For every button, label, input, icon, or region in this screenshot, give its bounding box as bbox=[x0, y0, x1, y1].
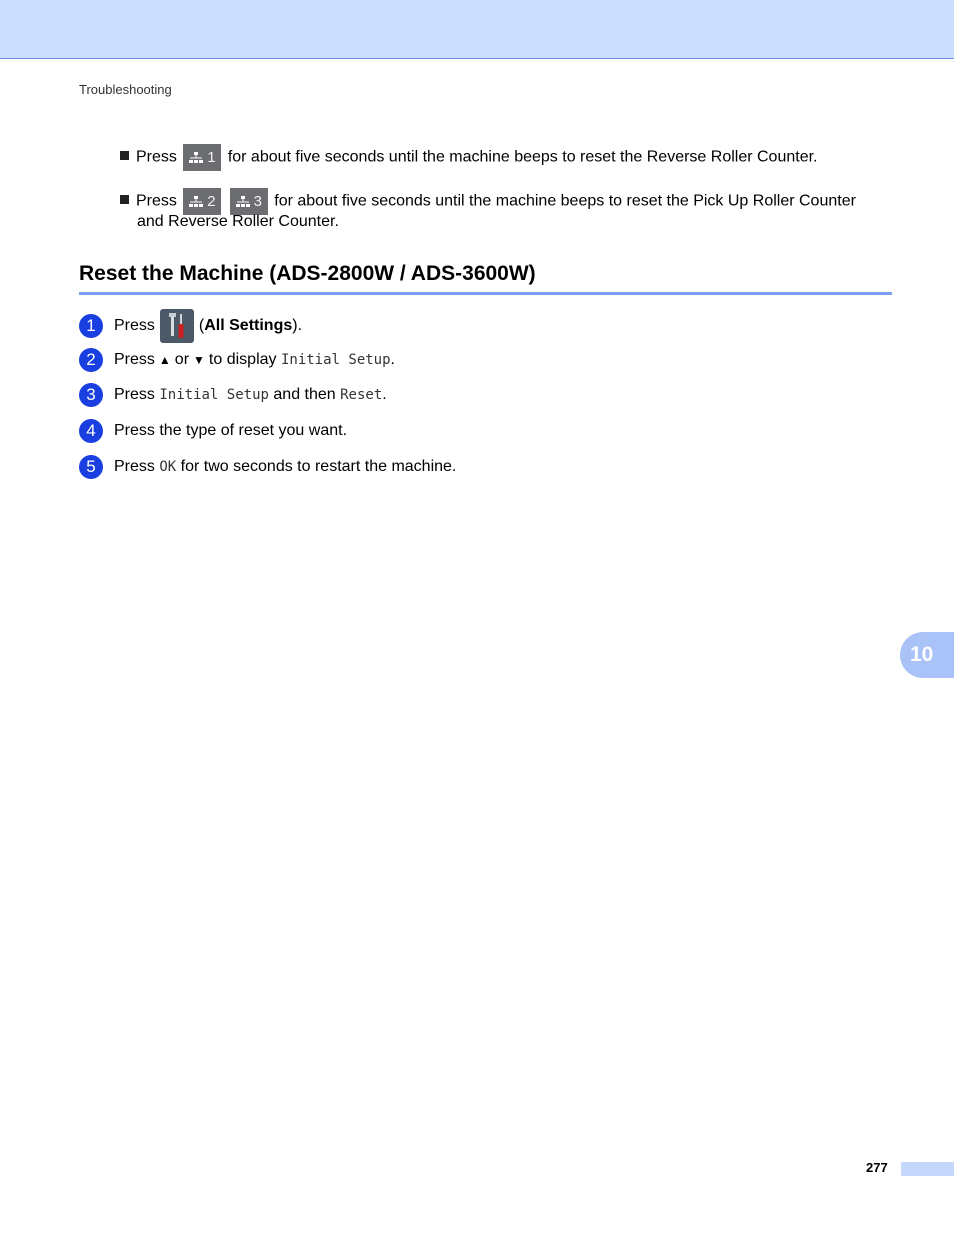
step-number: 1 bbox=[79, 314, 103, 338]
header-band bbox=[0, 0, 954, 59]
press-label: Press bbox=[136, 192, 177, 210]
bullet-square-icon bbox=[120, 195, 129, 204]
ok-key-label: OK bbox=[159, 459, 177, 475]
step-5: 5 Press OK for two seconds to restart the machine. bbox=[79, 454, 456, 480]
bullet-text: for about five seconds until the machine beeps to reset the Pick Up Roller Counter bbox=[274, 192, 856, 210]
menu-option-initial-setup: Initial Setup bbox=[280, 352, 391, 368]
down-arrow-icon: ▼ bbox=[193, 353, 205, 367]
step-1: 1 Press ( All Settings ). bbox=[79, 311, 302, 341]
page-number-bar bbox=[901, 1162, 954, 1176]
network-icon bbox=[189, 196, 203, 208]
step-number: 3 bbox=[79, 383, 103, 407]
step-number: 5 bbox=[79, 455, 103, 479]
bullet-item bbox=[120, 188, 856, 215]
network-2-button[interactable]: 2 bbox=[183, 188, 221, 215]
press-label: Press bbox=[136, 148, 177, 166]
section-title: Reset the Machine (ADS-2800W / ADS-3600W) bbox=[79, 262, 536, 285]
bullet-text: for about five seconds until the machine beeps to reset the Reverse Roller Counter. bbox=[227, 148, 818, 166]
step-3: 3 Press Initial Setup and then Reset . bbox=[79, 382, 387, 408]
step-2: 2 Press ▲ or ▼ to display Initial Setup . bbox=[79, 347, 395, 373]
section-rule bbox=[79, 292, 892, 295]
wrench-screwdriver-icon bbox=[165, 312, 189, 340]
page-number: 277 bbox=[866, 1160, 888, 1175]
menu-option-reset: Reset bbox=[340, 387, 383, 403]
all-settings-label: All Settings bbox=[204, 317, 293, 334]
up-arrow-icon: ▲ bbox=[158, 353, 171, 367]
step-number: 4 bbox=[79, 419, 103, 443]
network-icon bbox=[236, 196, 250, 208]
network-icon bbox=[189, 152, 203, 164]
network-1-button[interactable]: 1 bbox=[183, 144, 221, 171]
chapter-tab: 10 bbox=[900, 632, 954, 678]
bullet-square-icon bbox=[120, 151, 129, 160]
menu-option-initial-setup: Initial Setup bbox=[159, 387, 269, 403]
step-number: 2 bbox=[79, 348, 103, 372]
bullet-item bbox=[120, 144, 817, 171]
bullet-text-continued: and Reverse Roller Counter. bbox=[137, 213, 339, 230]
network-3-button[interactable]: 3 bbox=[230, 188, 268, 215]
running-head: Troubleshooting bbox=[79, 82, 172, 97]
step-4: 4 Press the type of reset you want. bbox=[79, 418, 347, 444]
all-settings-tools-icon[interactable] bbox=[160, 309, 194, 343]
